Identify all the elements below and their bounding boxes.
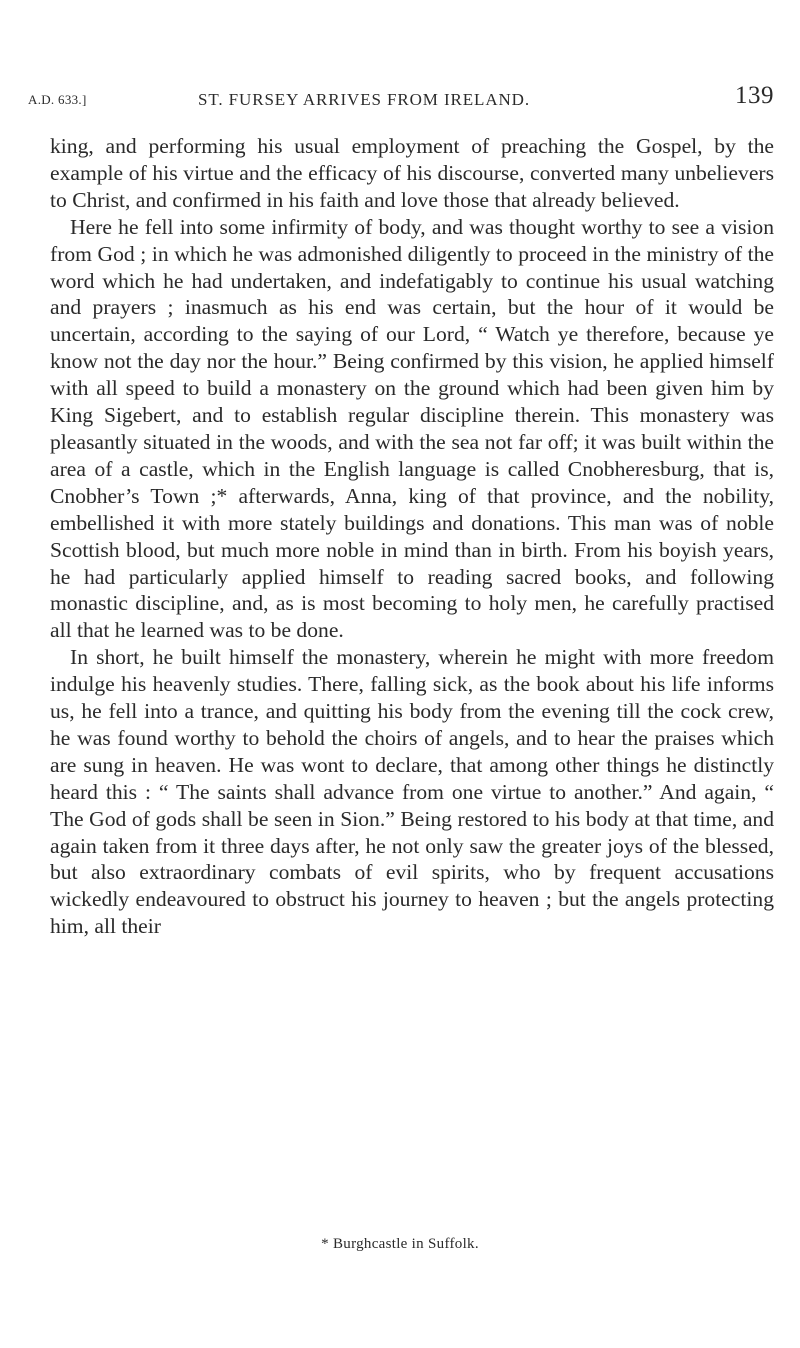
paragraph: In short, he built himself the monastery, wherein he might with more freedom indulge his heavenly studies. There, falling sick, as the book about his life informs us, he fell into a trance, and quitting his body from the evening till the cock crew, he was found worthy to behold the choirs of angels, and to hear the praises which are sung in heaven. He was wont to declare, that among other things he distinctly heard this : “ The saints shall advance from one virtue to another.” And again, “ The God of gods shall be seen in Sion.” Being restored to his body at that time, and again taken from it three days after, he not only saw the greater joys of the blessed, but also extraordinary combats of evil spirits, who by frequent accusations wickedly endeavoured to obstruct his journey to heaven ; but the angels protecting him, all their xyxy=(50,645,774,939)
page-number: 139 xyxy=(735,82,774,109)
header-date: A.D. 633.] xyxy=(28,92,87,107)
body-text xyxy=(50,133,774,940)
running-head xyxy=(28,82,774,112)
paragraph: king, and performing his usual employment of preaching the Gospel, by the example of his virtue and the efficacy of his discourse, converted many unbelievers to Christ, and confirmed in his faith and love those that already believed. xyxy=(50,134,774,212)
footnote: * Burghcastle in Suffolk. xyxy=(321,1236,479,1252)
paragraph: Here he fell into some infirmity of body, and was thought worthy to see a vision from God ; in which he was admonished diligently to proceed in the ministry of the word which he had undertaken, and indefatigably to continue his usual watching and prayers ; inasmuch as his end was certain, but the hour of it would be uncertain, according to the saying of our Lord, “ Watch ye therefore, because ye know not the day nor the hour.” Being confirmed by this vision, he applied himself with all speed to build a monastery on the ground which had been given him by King Sigebert, and to establish regular discipline therein. This monastery was pleasantly situated in the woods, and with the sea not far off; it was built within the area of a castle, which in the English language is called Cnobheresburg, that is, Cnobher’s Town ;* afterwards, Anna, king of that province, and the nobility, embellished it with more stately buildings and donations. This man was of noble Scottish blood, but much more noble in mind than in birth. From his boyish years, he had particularly applied himself to reading sacred books, and following monastic discipline, and, as is most becoming to holy men, he carefully practised all that he learned was to be done. xyxy=(50,214,774,643)
header-title: ST. FURSEY ARRIVES FROM IRELAND. xyxy=(198,90,531,109)
